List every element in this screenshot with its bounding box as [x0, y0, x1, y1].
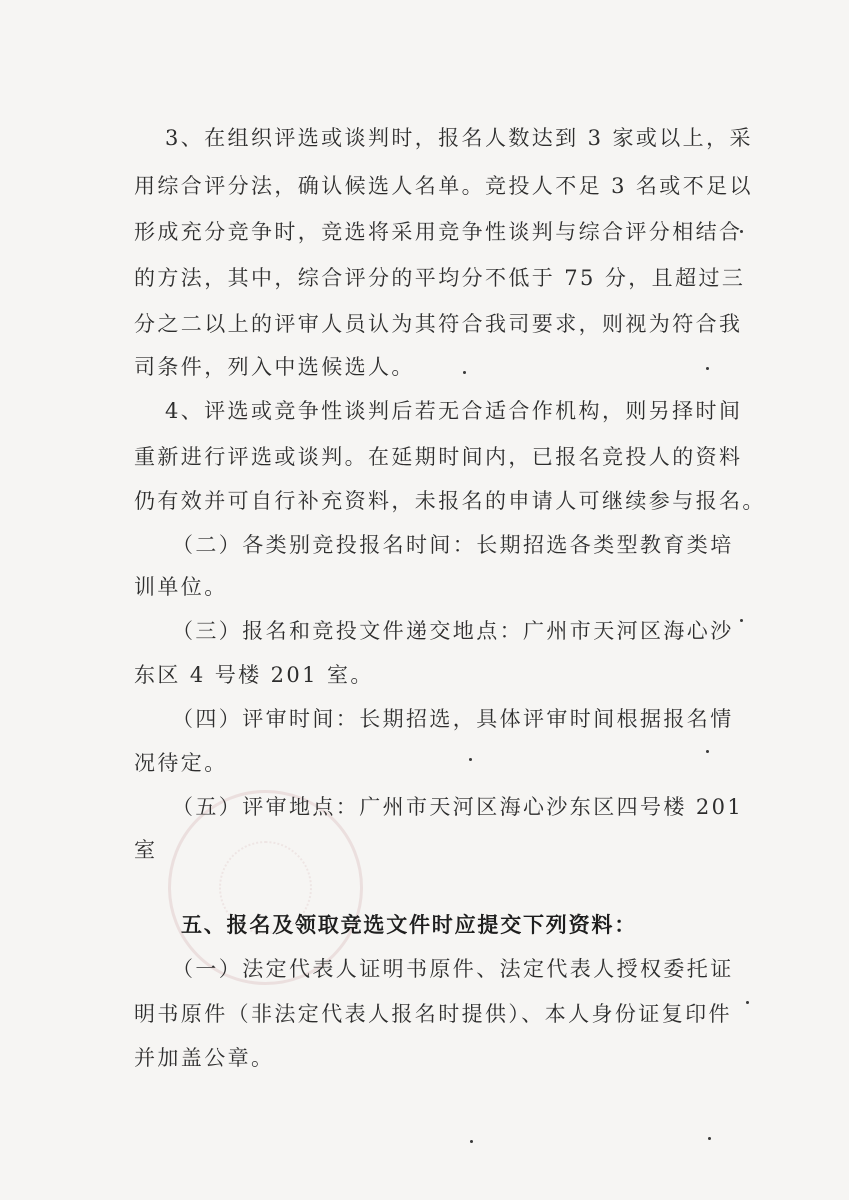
- clause-3-line-2: 用综合评分法，确认候选人名单。竞投人不足 3 名或不足以: [134, 174, 753, 198]
- clause-3-line-1: 3、在组织评选或谈判时，报名人数达到 3 家或以上，采: [165, 126, 753, 150]
- item-2-line-1: （二）各类别竞投报名时间：长期招选各类型教育类培: [172, 533, 734, 557]
- scan-speck: [706, 750, 709, 753]
- clause-3-line-6: 司条件，列入中选候选人。: [134, 355, 415, 379]
- scan-speck: [746, 1001, 749, 1004]
- item-2-line-2: 训单位。: [134, 575, 228, 599]
- item-3-line-2: 东区 4 号楼 201 室。: [134, 663, 374, 687]
- scan-speck: [470, 1140, 473, 1143]
- item-4-line-2: 况待定。: [134, 751, 228, 775]
- scan-speck: [469, 758, 472, 761]
- section-5-item-1-line-1: （一）法定代表人证明书原件、法定代表人授权委托证: [172, 957, 734, 981]
- item-5-line-2: 室: [134, 838, 158, 862]
- clause-3-line-3: 形成充分竞争时，竞选将采用竞争性谈判与综合评分相结合: [134, 220, 743, 244]
- clause-4-line-1: 4、评选或竞争性谈判后若无合适合作机构，则另择时间: [165, 399, 743, 423]
- clause-4-line-3: 仍有效并可自行补充资料，未报名的申请人可继续参与报名。: [134, 489, 766, 513]
- scan-speck: [740, 619, 743, 622]
- clause-3-line-4: 的方法，其中，综合评分的平均分不低于 75 分，且超过三: [134, 266, 746, 290]
- clause-3-line-5: 分之二以上的评审人员认为其符合我司要求，则视为符合我: [134, 312, 743, 336]
- scan-speck: [708, 1137, 711, 1140]
- section-5-heading: 五、报名及领取竞选文件时应提交下列资料：: [181, 913, 637, 937]
- clause-4-line-2: 重新进行评选或谈判。在延期时间内，已报名竞投人的资料: [134, 445, 743, 469]
- item-4-line-1: （四）评审时间：长期招选，具体评审时间根据报名情: [172, 707, 734, 731]
- item-3-line-1: （三）报名和竞投文件递交地点：广州市天河区海心沙: [172, 619, 734, 643]
- section-5-item-1-line-3: 并加盖公章。: [134, 1046, 275, 1070]
- scan-speck: [463, 371, 466, 374]
- section-5-item-1-line-2: 明书原件（非法定代表人报名时提供）、本人身份证复印件: [134, 1002, 732, 1026]
- item-5-line-1: （五）评审地点：广州市天河区海心沙东区四号楼 201: [172, 795, 744, 819]
- scan-speck: [706, 367, 709, 370]
